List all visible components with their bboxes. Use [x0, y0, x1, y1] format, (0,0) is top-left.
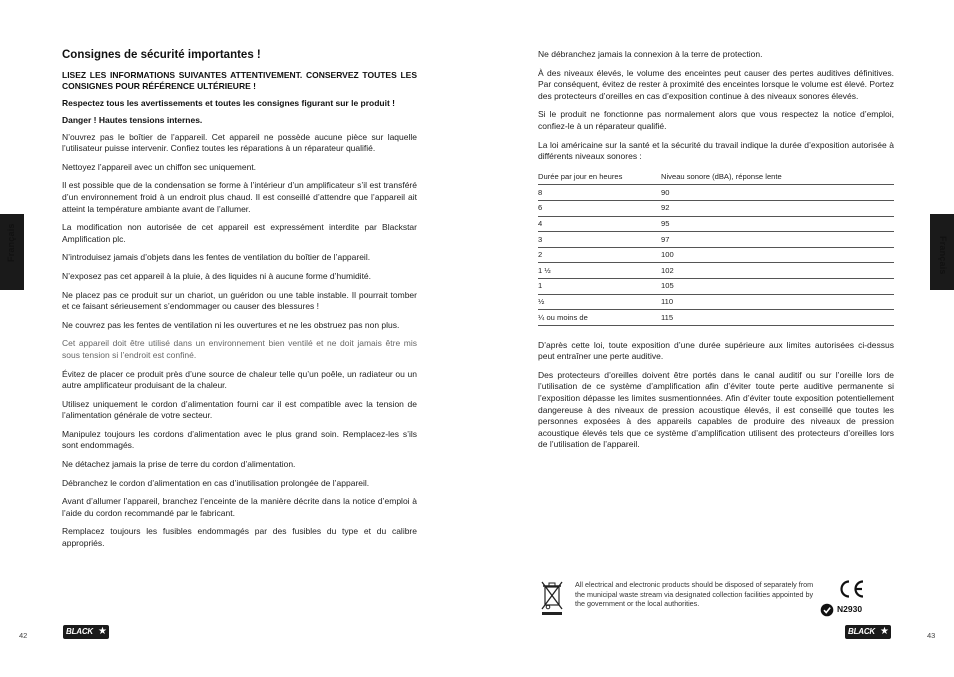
safety-paragraph: D’après cette loi, toute exposition d’une durée supérieure aux limites autorisées ci-dessus peut entraîner une perte auditive. [538, 339, 894, 362]
crossed-out-wheelie-bin-icon [540, 580, 564, 616]
brand-logo-text: BLACK [66, 627, 93, 636]
safety-paragraph: Utilisez uniquement le cordon d’alimentation fourni car il est compatible avec la tension de l’alimentation générale de votre secteur. [62, 398, 417, 421]
duration-cell: 1 [538, 278, 661, 294]
safety-paragraph: La loi américaine sur la santé et la sécurité du travail indique la durée d’exposition autorisée à différents niveaux sonores : [538, 139, 894, 162]
table-row [538, 216, 894, 232]
warning-respect-instructions: Respectez tous les avertissements et toutes les consignes figurant sur le produit ! [62, 97, 396, 108]
level-cell: 90 [661, 185, 894, 201]
duration-cell: 3 [538, 232, 661, 248]
safety-paragraph: La modification non autorisée de cet appareil est expressément interdite par Blackstar Amplification plc. [62, 222, 417, 244]
disposal-text: All electrical and electronic products should be disposed of separately from the municipal waste stream via designated collection facilities appointed by the government or the local authorities. [575, 580, 814, 609]
brand-logo-left [63, 625, 109, 639]
safety-paragraph: Des protecteurs d’oreilles doivent être portés dans le canal auditif ou sur l’oreille lors de l’utilisation de ce système d’amplification afin d’éviter toute perte auditive permanente si l’exposition dépasse les limites susmentionnées. Afin d’éviter toute exposition potentiellement dangereuse à des niveaux de pression acoustique élevés, il est conseillé que toutes les personnes exposées à des appareils capables de produire des niveaux de pression acoustique élevés tels que ce système d’amplification utilisent des protecteurs d’oreilles lors de l’utilisation de l’appareil. [538, 369, 894, 450]
table-row [538, 232, 894, 248]
level-cell: 115 [661, 310, 894, 326]
safety-paragraph: Débranchez le cordon d’alimentation en cas d’inutilisation prolongée de l’appareil. [62, 477, 370, 488]
safety-paragraph: À des niveaux élevés, le volume des enceintes peut causer des pertes auditives définitives. Par conséquent, évitez de rester à proximité des enceintes lorsque le volume est élevé. Portez des protecteurs d’oreilles en cas d’exposition continue à des niveaux sonores élevés. [538, 67, 894, 101]
table-row [538, 294, 894, 310]
safety-paragraph: Ne détachez jamais la prise de terre du cordon d’alimentation. [62, 459, 296, 470]
brand-logo-text: BLACK [848, 627, 875, 636]
column-header-duration: Durée par jour en heures [538, 170, 661, 185]
safety-paragraph: Cet appareil doit être utilisé dans un environnement bien ventilé et ne doit jamais être mis sous tension si l’endroit est confiné. [62, 338, 417, 360]
ce-mark-icon [837, 579, 865, 599]
table-row [538, 278, 894, 294]
disposal-footer [538, 578, 894, 618]
table-row [538, 263, 894, 279]
safety-paragraph: Ne débranchez jamais la connexion à la terre de protection. [538, 49, 763, 59]
right-column [538, 49, 894, 458]
c-tick-icon [820, 603, 834, 617]
warning-read-carefully: LISEZ LES INFORMATIONS SUIVANTES ATTENTIVEMENT. CONSERVEZ TOUTES LES CONSIGNES POUR RÉFÉRENCE ULTÉRIEURE ! [62, 69, 417, 91]
safety-paragraph: Ne placez pas ce produit sur un chariot, un guéridon ou une table instable. Il pourrait tomber et ce faisant sérieusement s’endommager ou causer des blessures ! [62, 289, 417, 312]
level-cell: 100 [661, 247, 894, 263]
table-row [538, 310, 894, 326]
safety-paragraph: Nettoyez l’appareil avec un chiffon sec uniquement. [62, 161, 257, 172]
safety-paragraph: Il est possible que de la condensation se forme à l’intérieur d’un amplificateur s’il est transféré d’un environnement froid à un endroit plus chaud. Il est conseillé d’attendre que l’appareil ait atteint la température ambiante avant de l’allumer. [62, 180, 417, 214]
level-cell: 95 [661, 216, 894, 232]
level-cell: 92 [661, 200, 894, 216]
level-cell: 105 [661, 278, 894, 294]
safety-paragraph: N’exposez pas cet appareil à la pluie, à des liquides ni à aucune forme d’humidité. [62, 270, 372, 281]
star-icon: ★ [880, 626, 889, 637]
compliance-code: N2930 [837, 604, 863, 614]
star-icon: ★ [98, 626, 107, 637]
duration-cell: 2 [538, 247, 661, 263]
page-number-left: 42 [19, 631, 28, 640]
safety-paragraph: Ne couvrez pas les fentes de ventilation ni les ouvertures et ne les obstruez pas non plus. [62, 319, 400, 330]
duration-cell: ¼ ou moins de [538, 310, 661, 326]
duration-cell: ½ [538, 294, 661, 310]
page-number-right: 43 [927, 631, 936, 640]
safety-paragraph: N’introduisez jamais d’objets dans les fentes de ventilation du boîtier de l’appareil. [62, 252, 371, 263]
level-cell: 102 [661, 263, 894, 279]
page-title: Consignes de sécurité importantes ! [62, 49, 261, 61]
safety-paragraph: N’ouvrez pas le boîtier de l’appareil. Cet appareil ne possède aucune pièce sur laquelle l’utilisateur puisse intervenir. Confiez toutes les réparations à un réparateur qualifié. [62, 131, 417, 154]
table-header-row [538, 170, 894, 185]
duration-cell: 4 [538, 216, 661, 232]
table-row [538, 247, 894, 263]
safety-paragraph: Avant d’allumer l’appareil, branchez l’enceinte de la manière décrite dans la notice d’emploi à l’aide du cordon recommandé par le fabricant. [62, 496, 417, 518]
safety-paragraph: Évitez de placer ce produit près d’une source de chaleur telle qu’un poêle, un radiateur ou un autre amplificateur produisant de la chaleur. [62, 368, 417, 391]
level-cell: 110 [661, 294, 894, 310]
level-cell: 97 [661, 232, 894, 248]
table-row [538, 185, 894, 201]
safety-paragraph: Si le produit ne fonctionne pas normalement alors que vous respectez la notice d’emploi, confiez-le à un réparateur qualifié. [538, 109, 894, 131]
table-row [538, 200, 894, 216]
warning-high-voltage: Danger ! Hautes tensions internes. [62, 114, 203, 125]
noise-exposure-table [538, 170, 894, 326]
safety-paragraph: Remplacez toujours les fusibles endommagés par des fusibles du type et du calibre appropriés. [62, 526, 417, 549]
safety-paragraph: Manipulez toujours les cordons d’alimentation avec le plus grand soin. Remplacez-les s’ils sont endommagés. [62, 428, 417, 451]
duration-cell: 8 [538, 185, 661, 201]
left-column [62, 50, 417, 557]
brand-logo-right [845, 625, 891, 639]
duration-cell: 1 ½ [538, 263, 661, 279]
duration-cell: 6 [538, 200, 661, 216]
column-header-level: Niveau sonore (dBA), réponse lente [661, 170, 894, 185]
side-label-left: Français [6, 223, 16, 262]
side-label-right: Français [938, 236, 948, 275]
